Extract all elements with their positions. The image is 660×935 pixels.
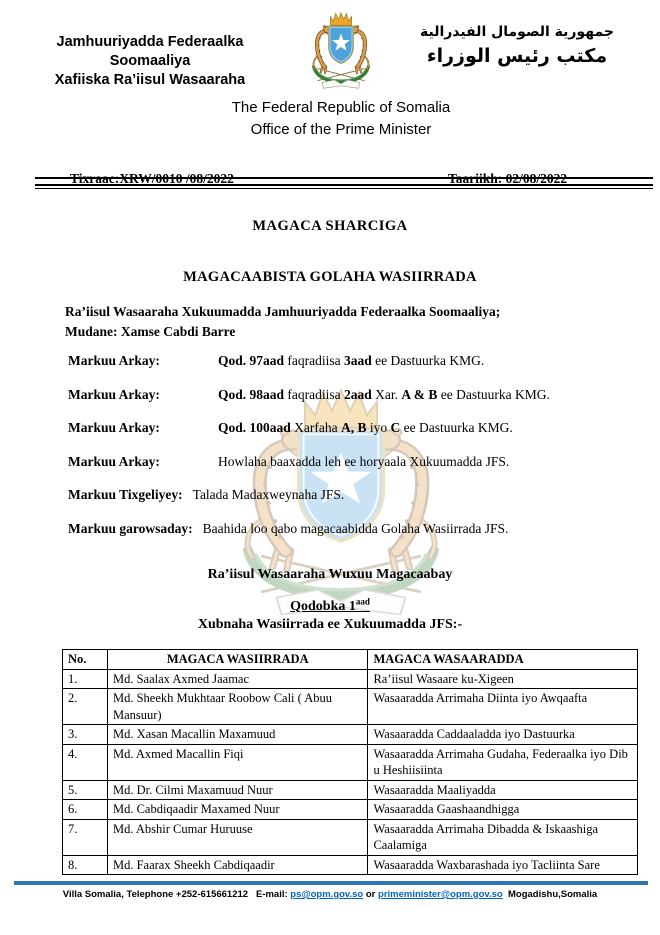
header-arabic-line2: مكتب رئيس الوزراء: [426, 45, 608, 67]
whereas-entry: [68, 452, 634, 472]
intro-line2: Mudane: Xamse Cabdi Barre: [65, 324, 236, 339]
doc-subtitle: MAGACAABISTA GOLAHA WASIIRRADA: [183, 269, 477, 285]
footer-text: Mogadishu,Somalia: [502, 889, 598, 900]
table-row: [63, 780, 638, 800]
cell-minister: Md. Saalax Axmed Jaamac: [107, 669, 368, 689]
reference-date: Taariikh: 02/08/2022: [448, 171, 568, 186]
whereas-entries: [68, 351, 634, 552]
cell-ministry: Wasaaradda Maaliyadda: [368, 780, 638, 800]
cell-no: 4.: [63, 744, 108, 780]
cell-no: 1.: [63, 669, 108, 689]
cell-ministry: Wasaaradda Caddaaladda iyo Dastuurka: [368, 725, 638, 745]
whereas-label: Markuu Tixgeliyey:: [68, 487, 183, 502]
cell-minister: Md. Axmed Macallin Fiqi: [107, 744, 368, 780]
whereas-label: Markuu garowsaday:: [68, 520, 193, 536]
whereas-value: Qod. 98aad faqradiisa 2aad Xar. A & B ee Dastuurka KMG.: [218, 386, 550, 402]
footer-rule: [14, 881, 648, 885]
article-heading: [0, 596, 660, 615]
whereas-entry: [68, 519, 634, 539]
somalia-coat-of-arms-icon: [303, 11, 379, 93]
whereas-entry: [68, 385, 634, 405]
cell-minister: Md. Abshir Cumar Huruuse: [107, 819, 368, 855]
cell-minister: Md. Dr. Cilmi Maxamuud Nuur: [107, 780, 368, 800]
header-arabic-title: [392, 21, 642, 69]
table-row: [63, 855, 638, 875]
table-row: [63, 689, 638, 725]
table-row: [63, 725, 638, 745]
cell-minister: Md. Sheekh Mukhtaar Roobow Cali ( Abuu Mansuur): [107, 689, 368, 725]
col-header-minister: MAGACA WASIIRRADA: [107, 650, 368, 670]
ministers-table-body: [63, 669, 638, 875]
table-row: [63, 819, 638, 855]
whereas-value: Howlaha baaxadda leh ee horyaala Xukuumadda JFS.: [218, 453, 510, 469]
cell-ministry: Wasaaradda Arrimaha Dibadda & Iskaashiga Caalamiga: [368, 819, 638, 855]
cell-no: 7.: [63, 819, 108, 855]
whereas-value: Baahida loo qabo magacaabidda Golaha Wasiirrada JFS.: [202, 520, 509, 536]
table-header-row: [63, 650, 638, 670]
whereas-value: Talada Madaxweynaha JFS.: [192, 487, 345, 502]
footer-contact: [0, 889, 660, 900]
appointment-heading: Ra’iisul Wasaaraha Wuxuu Magacaabay: [207, 567, 453, 582]
cell-no: 3.: [63, 725, 108, 745]
col-header-ministry: MAGACA WASAARADDA: [368, 650, 638, 670]
article-heading-text: Qodobka $1^{aad}$: [290, 596, 370, 614]
table-row: [63, 744, 638, 780]
table-row: [63, 669, 638, 689]
cell-minister: Md. Xasan Macallin Maxamuud: [107, 725, 368, 745]
cell-ministry: Wasaaradda Arrimaha Diinta iyo Awqaafta: [368, 689, 638, 725]
col-header-no: No.: [63, 650, 108, 670]
whereas-value: Qod. 97aad faqradiisa 3aad ee Dastuurka KMG.: [218, 353, 485, 368]
rule-line: [35, 188, 653, 190]
cell-ministry: Ra’iisul Wasaare ku-Xigeen: [368, 669, 638, 689]
footer-text: or: [363, 889, 379, 900]
reference-line: [35, 169, 653, 191]
header-english-line1: The Federal Republic of Somalia: [231, 99, 451, 116]
email-link[interactable]: ps@opm.gov.so: [290, 889, 364, 900]
whereas-entry: [68, 418, 634, 438]
table-row: [63, 800, 638, 820]
header-english-line2: Office of the Prime Minister: [250, 121, 432, 138]
whereas-label: Markuu Arkay:: [68, 353, 160, 368]
cell-no: 6.: [63, 800, 108, 820]
cell-minister: Md. Faarax Sheekh Cabdiqaadir: [107, 855, 368, 875]
header-somali-title: [28, 33, 272, 90]
intro-paragraph: [65, 302, 630, 342]
email-link[interactable]: primeminister@opm.gov.so: [378, 889, 503, 900]
cell-ministry: Wasaaradda Waxbarashada iyo Tacliinta Sare: [368, 855, 638, 875]
whereas-label: Markuu Arkay:: [68, 386, 160, 402]
cell-ministry: Wasaaradda Gaashaandhigga: [368, 800, 638, 820]
header-somali-line1: Jamhuuriyadda Federaalka Soomaaliya: [56, 34, 244, 69]
whereas-entry: [68, 485, 634, 505]
whereas-label: Markuu Arkay:: [68, 453, 160, 469]
intro-line1: Ra’iisul Wasaaraha Xukuumadda Jamhuuriyadda Federaalka Soomaaliya;: [65, 304, 501, 319]
cell-no: 8.: [63, 855, 108, 875]
cell-no: 2.: [63, 689, 108, 725]
cell-ministry: Wasaaradda Arrimaha Gudaha, Federaalka iyo Dib u Heshiisiinta: [368, 744, 638, 780]
footer-text: Villa Somalia, Telephone +252-615661212 E-mail:: [62, 889, 291, 900]
whereas-value: Qod. 100aad Xarfaha A, B iyo C ee Dastuurka KMG.: [218, 420, 513, 435]
header-arabic-line1: جمهورية الصومال الفيدرالية: [419, 24, 614, 40]
whereas-label: Markuu Arkay:: [68, 420, 160, 435]
header-somali-line2: Xafiiska Ra’iisul Wasaaraha: [54, 72, 246, 88]
reference-number: Tixraac:XRW/0010 /08/2022: [70, 171, 234, 186]
article-subheading: Xubnaha Wasiirrada ee Xukuumadda JFS:-: [197, 617, 463, 632]
doc-title: MAGACA SHARCIGA: [252, 218, 408, 234]
ministers-table: [62, 649, 638, 875]
cell-minister: Md. Cabdiqaadir Maxamed Nuur: [107, 800, 368, 820]
whereas-entry: [68, 351, 634, 371]
cell-no: 5.: [63, 780, 108, 800]
header-english-title: [232, 97, 450, 141]
